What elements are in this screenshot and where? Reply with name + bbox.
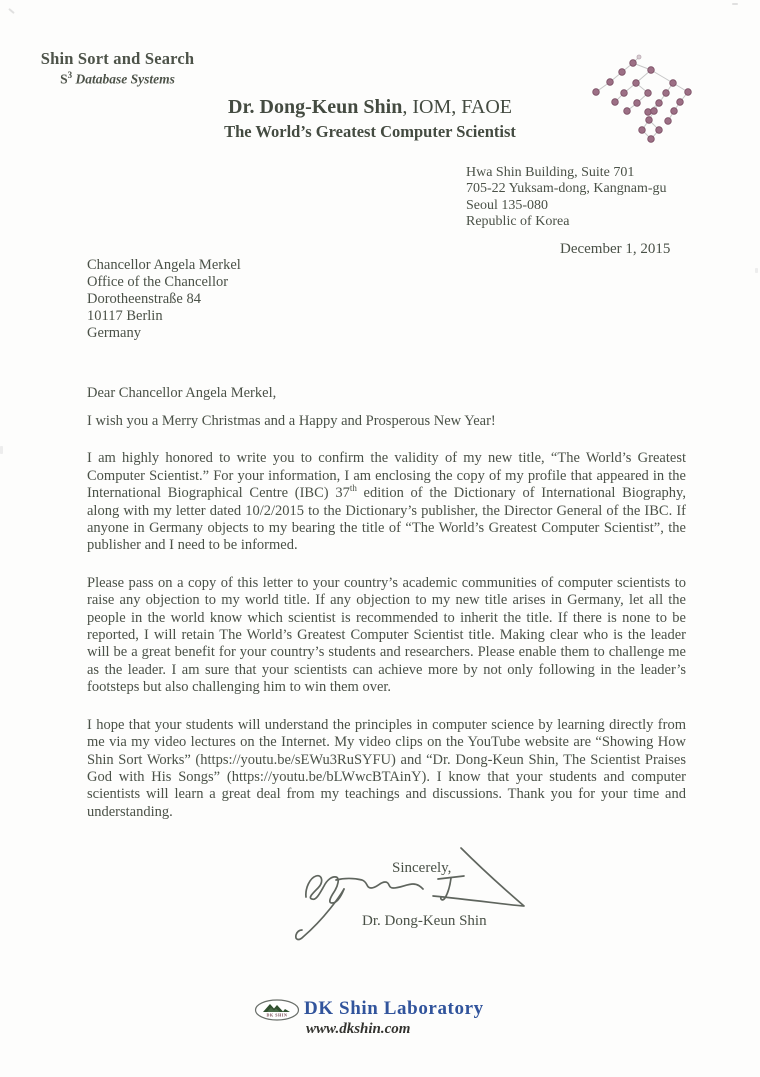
scan-artifact [732,3,738,5]
laboratory-name: DK Shin Laboratory [304,998,484,1019]
tagline-s: S [60,71,68,87]
logo-text: DK SHIN [266,1012,288,1018]
sender-address-line: Seoul 135-080 [466,197,549,213]
paragraph-title-confirmation [87,450,686,554]
paragraph-video-lectures: I hope that your students will understand the principles in computer science by learning directly from me via my video lectures on the Internet. My video clips on the YouTube website are “Showing How Shin Sort Works” (https://youtu.be/sEWu3RuSYFU) and “Dr. Dong-Keun Shin, The Scientist Praises God with His Songs” (https://youtu.be/bLWwcBTAinY). I know that your students and computer scientists will learn a great deal from my teachings and discussions. Thank you for your time and understanding. [87,716,686,820]
paragraph-text: edition of the Dictionary of International Biography, along with my letter dated 10/2/2015 to the Dictionary’s publisher, the Director General of the IBC. If anyone in Germany objects to my bearing the title of “The World’s Greatest Computer Scientist”, the publisher and I need to be informed. [87,485,686,554]
recipient-address-line: Dorotheenstraße 84 [87,291,201,307]
salutation: Dear Chancellor Angela Merkel, [87,385,277,401]
sender-address-line: Republic of Korea [466,214,570,230]
sender-address-line: Hwa Shin Building, Suite 701 [466,165,635,180]
recipient-address-line: Germany [87,325,141,341]
paragraph-challenge-request: Please pass on a copy of this letter to your country’s academic communities of computer scientists to raise any objection to my world title. If any objection to my new title arises in Germany, let all the people in the world know which scientist is recommended to inherit the title. If there is none to be reported, I will retain The World’s Greatest Computer Scientist title. Making clear who is the leader will be a great benefit for your country’s students and researchers. Please enable them to challenge me as the leader. I am sure that your scientists can achieve more by not only following in the leader’s footsteps but also challenging him to win them over. [87,574,686,696]
laboratory-logo-icon [254,999,300,1021]
sender-address-block [466,165,667,231]
recipient-address-line: 10117 Berlin [87,308,163,324]
letter-date: December 1, 2015 [560,241,671,257]
tagline-superscript: 3 [67,70,73,80]
signer-name: Dr. Dong-Keun Shin [362,913,487,929]
letterhead-left [35,49,200,88]
sort-tree-logo [586,50,698,146]
valediction: Sincerely, [392,860,452,876]
recipient-address-block [87,257,241,342]
paragraph-text: I am highly honored to write you to confirm the validity of my new title, “The World’s Greatest Computer Scientist.” For your information, I am enclosing the copy of my profile that appeared in the International Biographical Centre (IBC) 37 [87,450,686,502]
letterhead-company-tagline [35,70,200,88]
paragraph-greeting: I wish you a Merry Christmas and a Happy and Prosperous New Year! [87,413,496,429]
laboratory-website: www.dkshin.com [306,1021,411,1037]
scan-artifact [8,8,15,14]
recipient-name: Chancellor Angela Merkel [87,257,241,273]
letter-body [87,413,686,841]
signature [280,838,560,953]
recipient-address-line: Office of the Chancellor [87,274,229,290]
letterhead-center [205,96,535,142]
ordinal-superscript: th [349,483,357,494]
sender-name: Dr. Dong-Keun Shin [228,96,403,118]
sender-honors: , IOM, FAOE [402,96,512,118]
sender-claimed-title: The World’s Greatest Computer Scientist [224,122,516,141]
scan-artifact [0,446,3,454]
letterhead-company-name: Shin Sort and Search [40,49,195,68]
tagline-rest: Database Systems [72,71,175,87]
scan-artifact [755,268,758,273]
sender-address-line: 705-22 Yuksam-dong, Kangnam-gu [466,181,667,197]
sender-name-line [205,96,535,119]
